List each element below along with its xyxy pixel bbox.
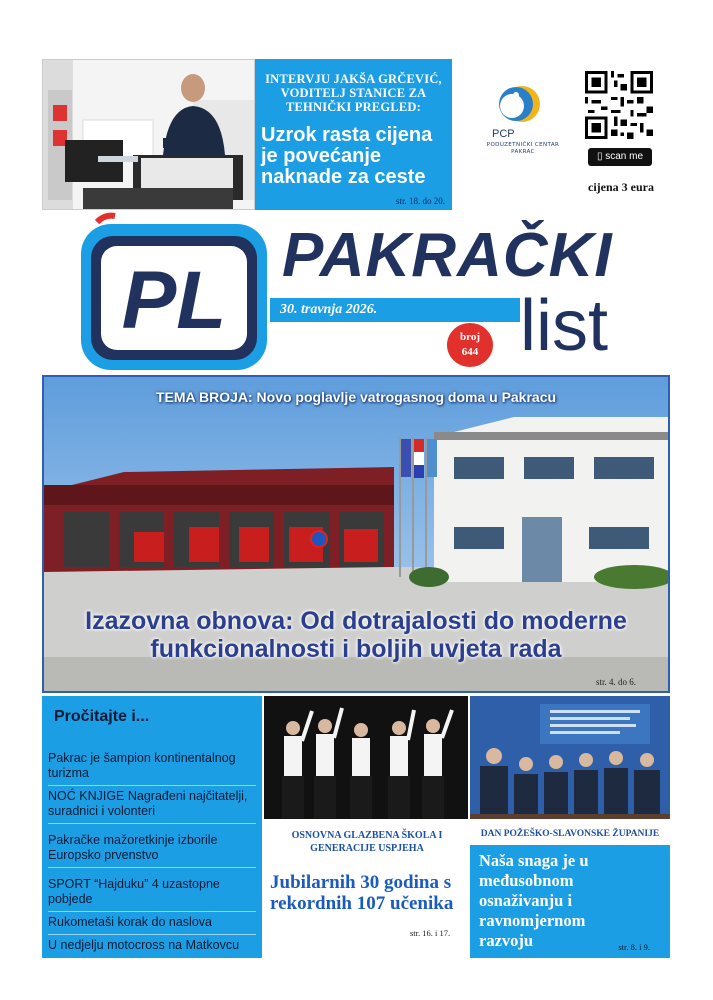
interview-kicker: INTERVJU JAKŠA GRČEVIĆ, VODITELJ STANICE ZA TEHNIČKI PREGLED: [265,72,442,114]
issue-date: 30. travnja 2026. [270,298,520,322]
masthead-title-list: list [520,286,608,366]
scan-me-text: scan me [605,151,644,162]
feature-pages: str. 4. do 6. [595,677,636,687]
music-school-headline[interactable]: Jubilarnih 30 godina s rekordnih 107 učenika [270,872,454,914]
list-item[interactable]: SPORT “Hajduku” 4 uzastopne pobjede [48,868,256,912]
feature-story[interactable] [42,375,670,693]
county-pages: str. 8. i 9. [618,942,650,952]
list-item[interactable]: Pakrac je šampion kontinentalnog turizma [48,748,256,786]
scan-me-label [588,148,652,166]
issue-badge [447,323,493,367]
read-also-title: Pročitajte i... [54,708,150,725]
list-item[interactable]: Rukometaši korak do naslova [48,912,256,935]
masthead-title: PAKRAČKI [282,221,613,290]
interview-headline: Uzrok rasta cijena je povećanje naknade za ceste [261,124,433,188]
read-also-list [48,748,256,957]
interview-teaser[interactable] [255,59,452,210]
phone-icon: ▯ [596,151,606,162]
pl-logo-text: PL [121,255,227,346]
music-school-pages: str. 16. i 17. [410,928,451,938]
feature-theme: TEMA BROJA: Novo poglavlje vatrogasnog doma u Pakracu [155,389,557,405]
pcp-abbr: PCP [492,128,515,140]
interview-photo [42,59,255,210]
music-school-kicker: OSNOVNA GLAZBENA ŠKOLA I GENERACIJE USPJEHA [291,830,443,854]
pl-logo [75,210,273,375]
list-item[interactable]: U nedjelju motocross na Matkovcu [48,938,240,952]
issue-label: broj [460,331,480,343]
read-also-box [42,696,262,958]
list-item[interactable]: NOĆ KNJIGE Nagrađeni najčitatelji, suradnici i volonteri [48,786,256,824]
county-headline: Naša snaga je u međusobnom osnaživanju i ravnomjernom razvoju [479,851,589,950]
pcp-name: PODUZETNIČKI CENTAR PAKRAC [486,142,560,155]
county-kicker: DAN POŽEŠKO-SLAVONSKE ŽUPANIJE [470,825,670,847]
issue-number: 644 [461,346,479,358]
feature-headline: Izazovna obnova: Od dotrajalosti do moderne funkcionalnosti i boljih uvjeta rada [85,607,627,663]
qr-code[interactable] [585,71,653,139]
pcp-logo-icon [480,84,570,128]
list-item[interactable]: Pakračke mažoretkinje izborile Europsko prvenstvo [48,824,256,868]
price: cijena 3 eura [588,180,654,194]
choir-photo [264,696,468,819]
pcp-logo [480,84,570,164]
interview-pages: str. 18. do 20. [395,196,445,206]
county-teaser[interactable] [470,845,670,958]
award-ceremony-photo [470,696,670,819]
